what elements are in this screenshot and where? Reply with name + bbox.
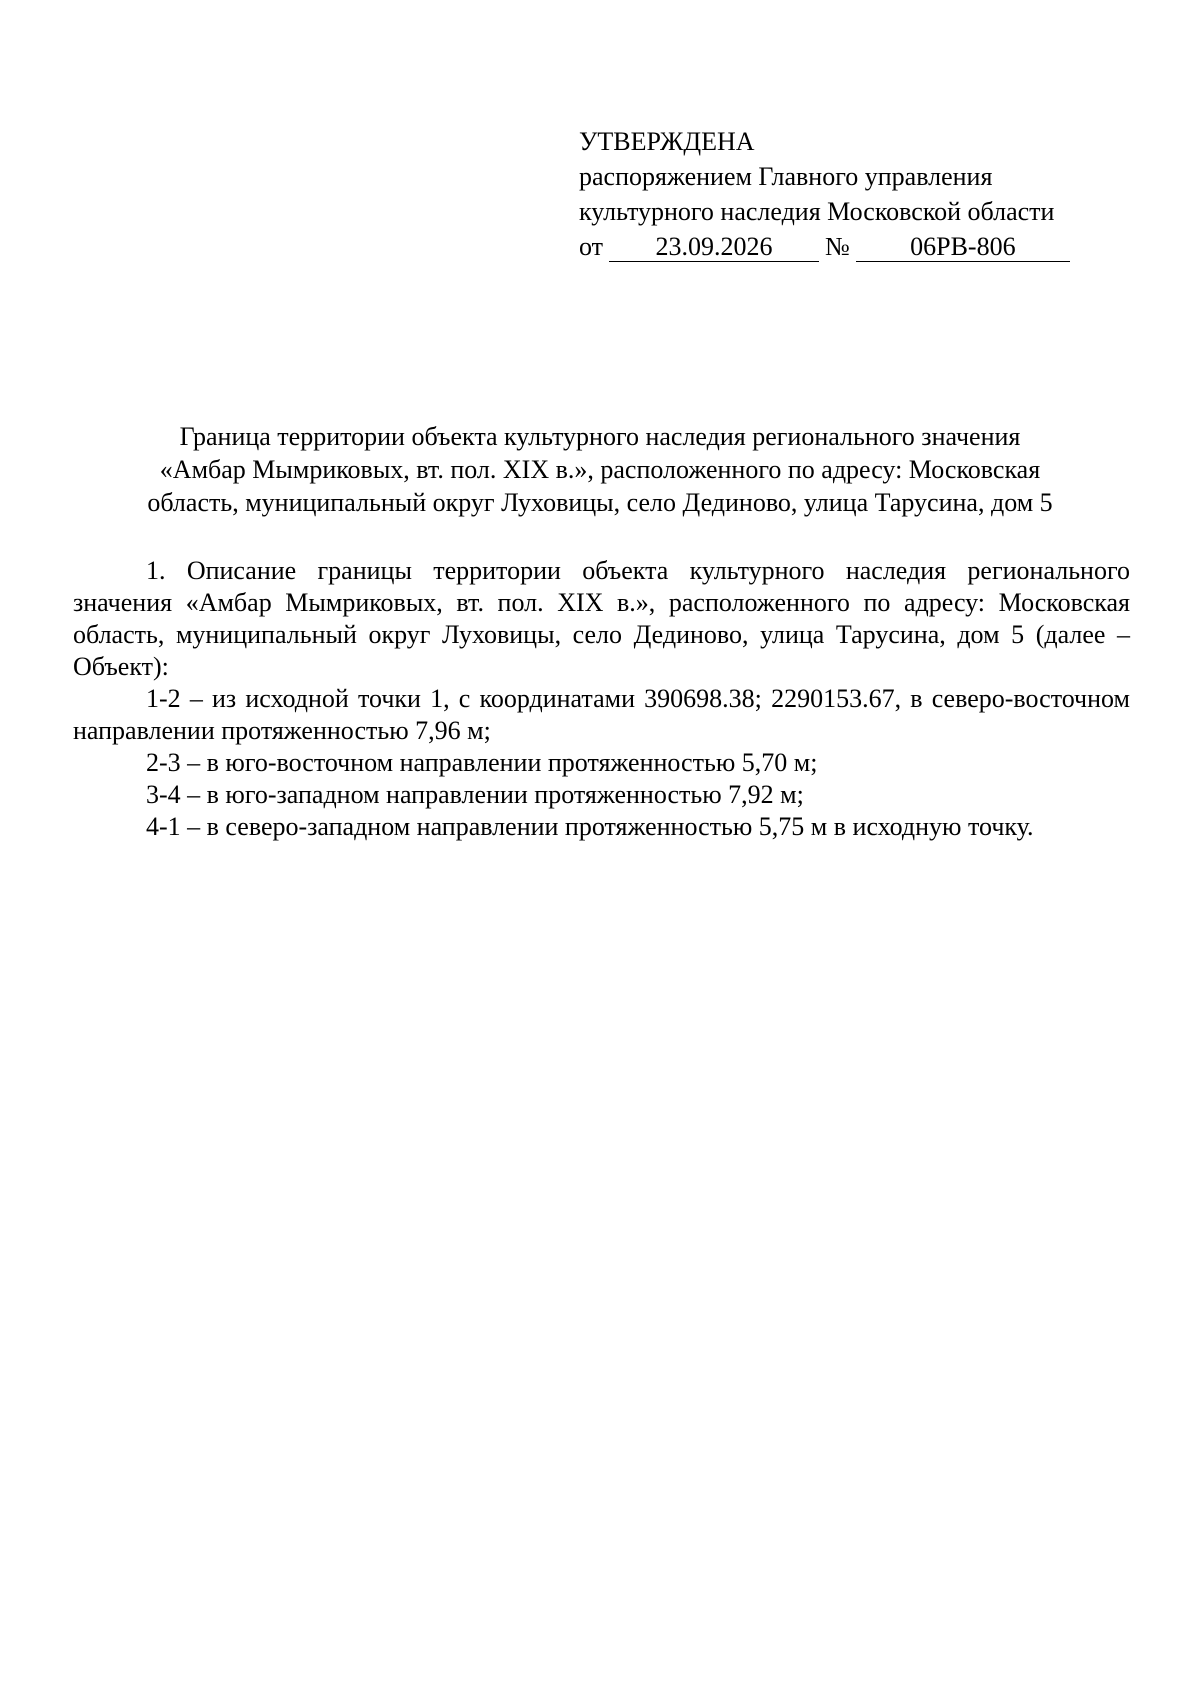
segment-2-3: 2-3 – в юго-восточном направлении протяженностью 5,70 м; (146, 748, 818, 777)
approval-date-row (579, 229, 1139, 264)
title-line-1: Граница территории объекта культурного наследия регионального значения (179, 422, 1021, 451)
approval-line-2: культурного наследия Московской области (579, 197, 1055, 226)
segment-3-4: 3-4 – в юго-западном направлении протяженностью 7,92 м; (146, 780, 804, 809)
title-line-2: «Амбар Мымриковых, вт. пол. XIX в.», расположенного по адресу: Московская (159, 455, 1041, 484)
segment-4-1: 4-1 – в северо-западном направлении протяженностью 5,75 м в исходную точку. (146, 812, 1034, 841)
number-label: № (825, 232, 850, 261)
from-label: от (579, 232, 604, 261)
approval-date: 23.09.2026 (609, 233, 819, 262)
approval-block (579, 124, 1139, 264)
document-body (73, 555, 1130, 843)
approval-line-1: распоряжением Главного управления (579, 162, 993, 191)
title-line-3: область, муниципальный округ Луховицы, село Дединово, улица Тарусина, дом 5 (147, 488, 1053, 517)
approval-number: 06РВ-806 (856, 233, 1070, 262)
intro-paragraph: 1. Описание границы территории объекта культурного наследия регионального значения «Амбар Мымриковых, вт. пол. XIX в.», расположенного по адресу: Московская область, муниципальный округ Луховицы, село Дединово, улица Тарусина, дом 5 (далее – Объект): (73, 556, 1130, 681)
approval-heading: УТВЕРЖДЕНА (579, 127, 755, 156)
segment-1-2: 1-2 – из исходной точки 1, с координатами 390698.38; 2290153.67, в северо-восточном направлении протяженностью 7,96 м; (73, 684, 1130, 745)
document-title (70, 420, 1130, 519)
